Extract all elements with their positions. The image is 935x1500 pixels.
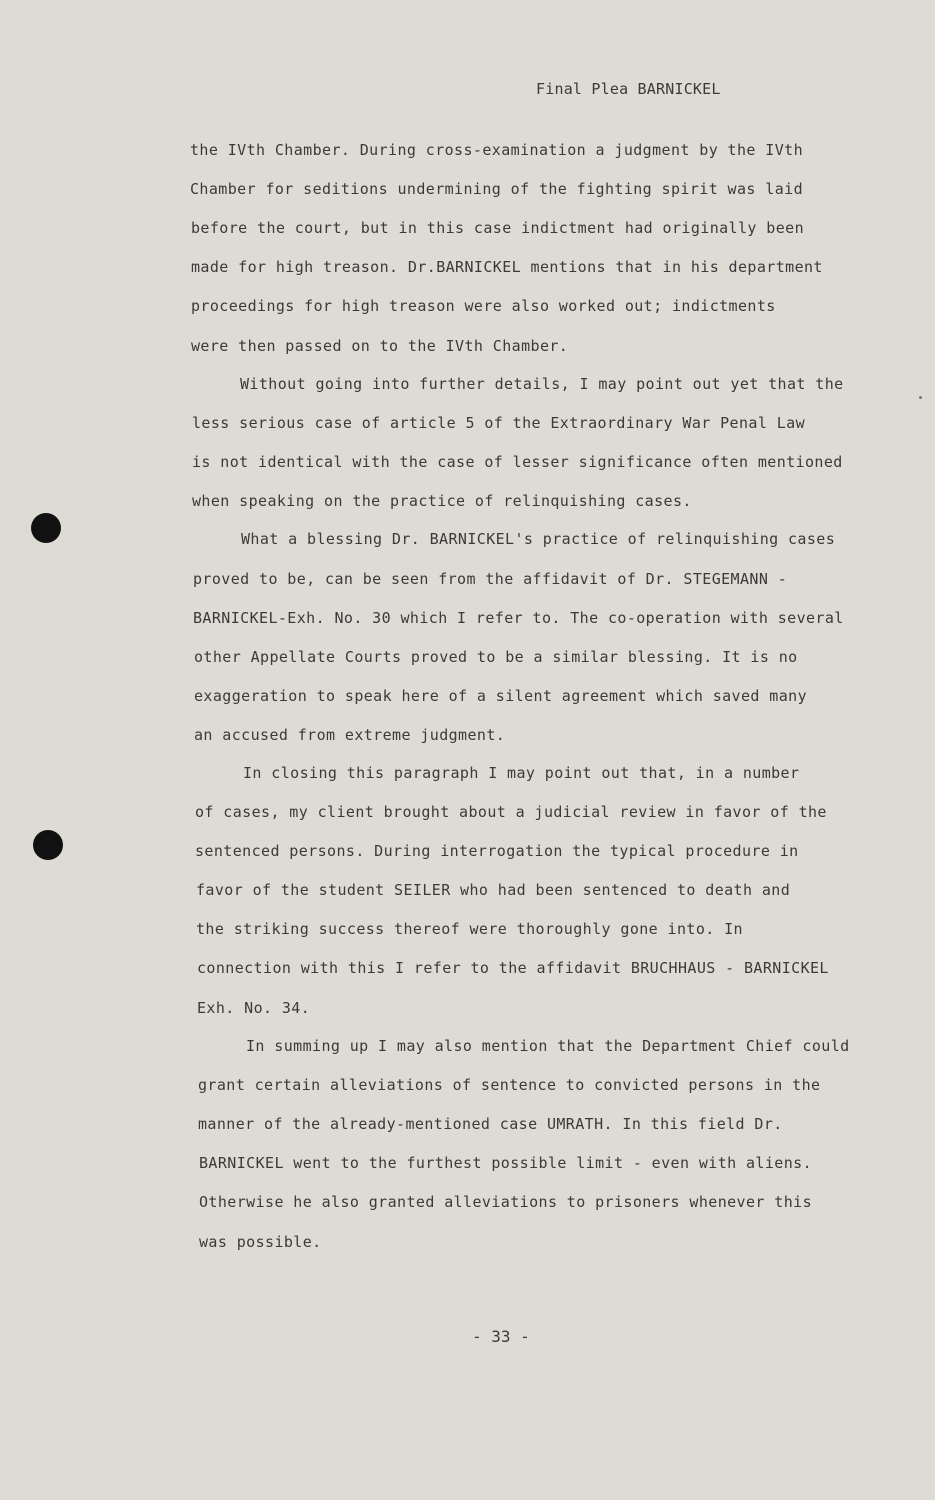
text-line: favor of the student SEILER who had been sentenced to death and xyxy=(196,881,791,899)
text-line: of cases, my client brought about a judicial review in favor of the xyxy=(195,803,827,821)
text-line: proved to be, can be seen from the affidavit of Dr. STEGEMANN - xyxy=(193,570,788,588)
paper-speck xyxy=(919,396,922,399)
text-line: sentenced persons. During interrogation the typical procedure in xyxy=(195,842,799,860)
text-line: BARNICKEL went to the furthest possible limit - even with aliens. xyxy=(199,1154,812,1172)
text-line: grant certain alleviations of sentence to convicted persons in the xyxy=(198,1076,821,1094)
text-line: made for high treason. Dr.BARNICKEL mentions that in his department xyxy=(191,258,823,276)
page-header: Final Plea BARNICKEL xyxy=(536,80,721,98)
text-line: Without going into further details, I may point out yet that the xyxy=(240,375,844,393)
text-line: Otherwise he also granted alleviations to prisoners whenever this xyxy=(199,1193,812,1211)
text-line: an accused from extreme judgment. xyxy=(194,726,506,744)
punch-hole xyxy=(33,830,63,860)
text-line: was possible. xyxy=(199,1233,322,1251)
text-line: BARNICKEL-Exh. No. 30 which I refer to. The co-operation with several xyxy=(193,609,844,627)
text-line: exaggeration to speak here of a silent agreement which saved many xyxy=(194,687,807,705)
text-line: Exh. No. 34. xyxy=(197,999,311,1017)
text-line: What a blessing Dr. BARNICKEL's practice of relinquishing cases xyxy=(241,530,836,548)
text-line: In closing this paragraph I may point out that, in a number xyxy=(243,764,800,782)
text-line: other Appellate Courts proved to be a similar blessing. It is no xyxy=(194,648,798,666)
text-line: the IVth Chamber. During cross-examination a judgment by the IVth xyxy=(190,141,803,159)
text-line: when speaking on the practice of relinquishing cases. xyxy=(192,492,692,510)
text-line: In summing up I may also mention that the Department Chief could xyxy=(246,1037,850,1055)
text-line: manner of the already-mentioned case UMRATH. In this field Dr. xyxy=(198,1115,783,1133)
text-line: less serious case of article 5 of the Extraordinary War Penal Law xyxy=(192,414,805,432)
text-line: is not identical with the case of lesser significance often mentioned xyxy=(192,453,843,471)
text-line: connection with this I refer to the affidavit BRUCHHAUS - BARNICKEL xyxy=(197,959,829,977)
text-line: proceedings for high treason were also worked out; indictments xyxy=(191,297,776,315)
page-number: - 33 - xyxy=(472,1327,530,1346)
punch-hole xyxy=(31,513,61,543)
text-line: Chamber for seditions undermining of the fighting spirit was laid xyxy=(190,180,803,198)
text-line: were then passed on to the IVth Chamber. xyxy=(191,337,569,355)
text-line: the striking success thereof were thoroughly gone into. In xyxy=(196,920,743,938)
text-line: before the court, but in this case indictment had originally been xyxy=(191,219,804,237)
